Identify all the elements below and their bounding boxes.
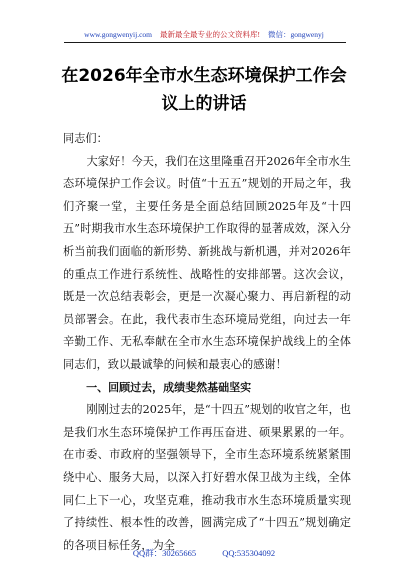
document-body: [63, 128, 351, 557]
section-heading-1: 一、回顾过去，成绩斐然基础坚实: [86, 380, 252, 394]
header-wechat: 微信：gongwenyj: [268, 30, 324, 39]
header-slogan: 最新最全最专业的公文资料库!: [160, 30, 260, 39]
header-divider: [64, 42, 346, 43]
salutation: 同志们：: [63, 132, 108, 145]
paragraph-review: 刚刚过去的2025年，是“十四五”规划的收官之年，也是我们水生态环境保护工作再压奋进、硕果累累的一年。在市委、市政府的坚强领导下，全市生态环境系统紧紧围绕中心、服务大局，以深入打好碧水保卫战为主线，全体同仁上下一心，攻坚克难，推动我市水生态环境质量实现了持续性、根本性的改善，圆满完成了“十四五”规划确定的各项目标任务，为全: [63, 403, 351, 552]
page-footer: [0, 547, 408, 559]
footer-qq-group: QQ群：30265665: [132, 548, 197, 558]
paragraph-opening: 大家好！今天，我们在这里隆重召开2026年全市水生态环境保护工作会议。时值“十五五”规划的开局之年，我们齐聚一堂，主要任务是全面总结回顾2025年及“十四五”时期我市水生态环境保护工作取得的显著成效，深入分析当前我们面临的新形势、新挑战与新机遇，并对2026年的重点工作进行系统性、战略性的安排部署。这次会议，既是一次总结表彰会，更是一次凝心聚力、再启新程的动员部署会。在此，我代表市生态环境局党组，向过去一年辛勤工作、无私奉献在全市水生态环境保护战线上的全体同志们，致以最诚挚的问候和最衷心的感谢！: [63, 154, 351, 371]
page-header: [0, 30, 408, 40]
document-title: 在2026年全市水生态环境保护工作会议上的讲话: [61, 66, 347, 114]
footer-qq: QQ:535304092: [222, 548, 276, 558]
header-website-link[interactable]: www.gongwenyij.com: [84, 30, 152, 39]
